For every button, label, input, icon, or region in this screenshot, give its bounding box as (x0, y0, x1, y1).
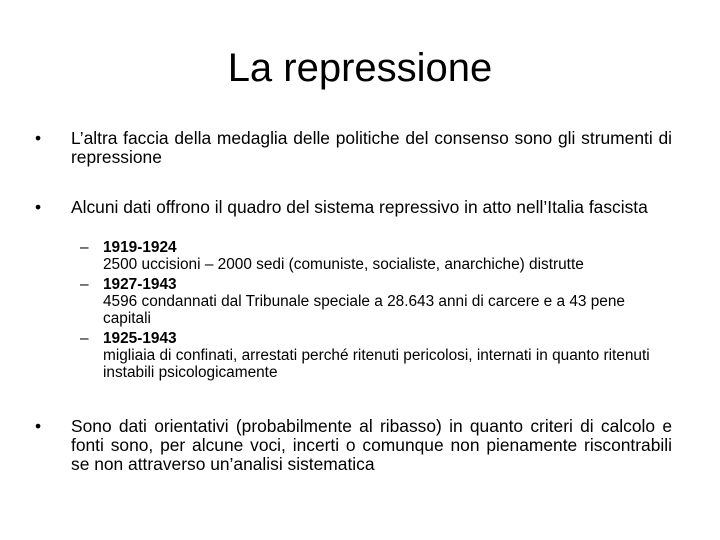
bullet-item (35, 417, 672, 474)
sub-bullet-description: migliaia di confinati, arrestati perché ritenuti pericolosi, internati in quanto ritenuti instabili psicologicamente (103, 347, 650, 381)
slide-title: La repressione (227, 46, 493, 90)
sub-bullet-item (80, 276, 675, 327)
bullet-item (35, 129, 672, 167)
bullet-marker: • (35, 416, 42, 436)
sub-bullet-item (80, 239, 675, 273)
sub-bullet-marker: – (80, 276, 89, 293)
bullet-item (35, 198, 672, 217)
sub-bullet-years: 1919-1924 (103, 239, 177, 256)
bullet-text: Alcuni dati offrono il quadro del sistema repressivo in atto nell’Italia fascista (71, 197, 648, 217)
sub-bullet-marker: – (80, 330, 89, 347)
sub-bullet-years: 1927-1943 (103, 276, 177, 293)
sub-bullet-list (80, 239, 675, 384)
bullet-marker: • (35, 128, 42, 148)
sub-bullet-marker: – (80, 239, 89, 256)
sub-bullet-item (80, 330, 675, 381)
bullet-marker: • (35, 197, 42, 217)
bullet-text: L’altra faccia della medaglia delle politiche del consenso sono gli strumenti di repressione (71, 128, 672, 167)
sub-bullet-description: 2500 uccisioni – 2000 sedi (comuniste, socialiste, anarchiche) distrutte (103, 256, 584, 273)
sub-bullet-years: 1925-1943 (103, 330, 177, 347)
bullet-text: Sono dati orientativi (probabilmente al ribasso) in quanto criteri di calcolo e fonti sono, per alcune voci, incerti o comunque non pienamente riscontrabili se non attraverso un’analisi sistematica (71, 416, 672, 474)
sub-bullet-description: 4596 condannati dal Tribunale speciale a 28.643 anni di carcere e a 43 pene capitali (103, 293, 625, 327)
